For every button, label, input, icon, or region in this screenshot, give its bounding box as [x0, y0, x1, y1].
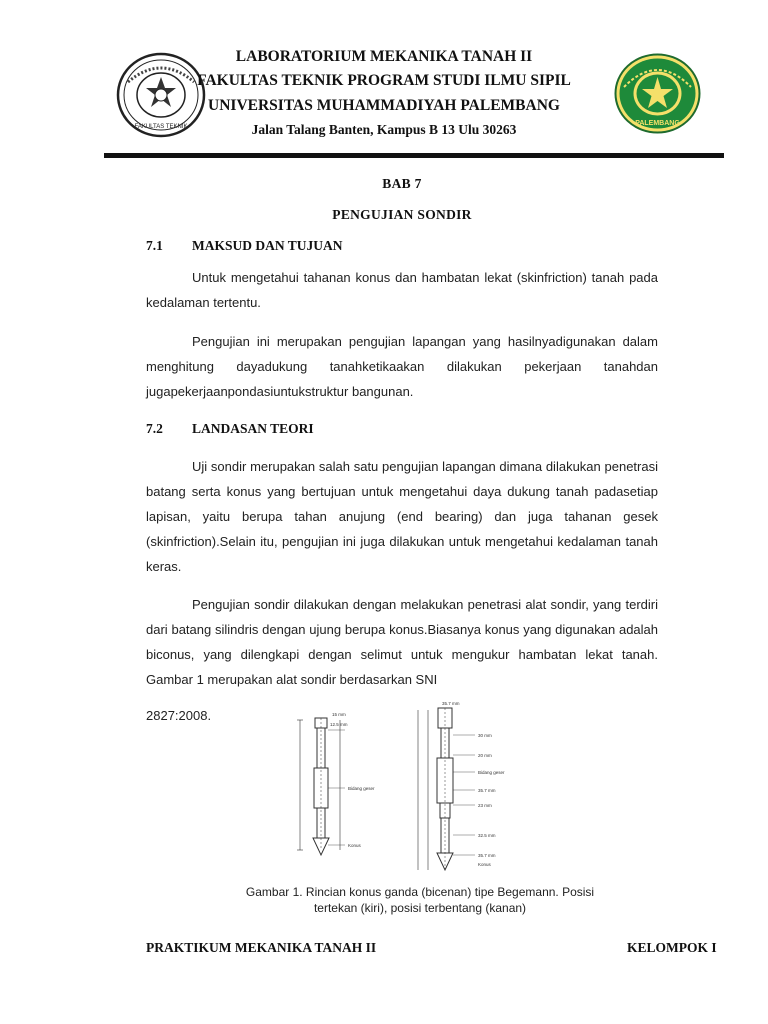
- figure-label: 12.5 mm: [330, 722, 348, 727]
- figure-label: 35.7 mm: [478, 788, 496, 793]
- figure-label: 35.7 mm: [478, 853, 496, 858]
- section-heading-7-2: [146, 421, 314, 437]
- footer-course-name: PRAKTIKUM MEKANIKA TANAH II: [146, 940, 377, 955]
- header-line-laboratory: LABORATORIUM MEKANIKA TANAH II: [235, 48, 533, 65]
- figure-caption-line-1: Gambar 1. Rincian konus ganda (bicenan) tipe Begemann. Posisi: [245, 885, 595, 899]
- paragraph: Untuk mengetahui tahanan konus dan hambatan lekat (skinfriction) tanah pada kedalaman tertentu.: [146, 270, 658, 310]
- header-divider: [104, 153, 724, 158]
- paragraph: Pengujian ini merupakan pengujian lapangan yang hasilnyadigunakan dalam menghitung dayadukung tanahketikaakan dilakukan pekerjaan tanahdan jugapekerjaanpondasiuntukstruktur bangunan.: [146, 334, 658, 399]
- section-title: LANDASAN TEORI: [192, 421, 314, 436]
- chapter-title: PENGUJIAN SONDIR: [332, 207, 472, 222]
- paragraph: Uji sondir merupakan salah satu pengujian lapangan dimana dilakukan penetrasi batang serta konus yang bertujuan untuk mengetahui daya dukung tanah padasetiap lapisan, yaitu berupa tahan anujung (end bearing) dan juga tahanan gesek (skinfriction).Selain itu, pengujian ini juga dilakukan untuk mengetahui kedalaman tanah keras.: [146, 459, 658, 574]
- header-line-faculty: FAKULTAS TEKNIK PROGRAM STUDI ILMU SIPIL: [197, 72, 571, 89]
- figure-caption: [210, 884, 630, 916]
- header-line-university: UNIVERSITAS MUHAMMADIYAH PALEMBANG: [208, 97, 560, 114]
- section-number: 7.1: [146, 238, 163, 253]
- paragraph-continuation: 2827:2008.: [146, 708, 212, 723]
- figure-label: Bidang geser: [478, 770, 505, 775]
- section-heading-7-1: [146, 238, 343, 254]
- cone-compressed-drawing: [297, 718, 345, 855]
- figure-label: 35.7 mm: [442, 701, 460, 706]
- figure-label: 23 mm: [478, 803, 492, 808]
- paragraph: Pengujian sondir dilakukan dengan melakukan penetrasi alat sondir, yang terdiri dari batang silindris dengan ujung berupa konus.Biasanya konus yang digunakan adalah biconus, yang dilengkapi dengan selimut untuk mengukur hambatan lekat tanah. Gambar 1 merupakan alat sondir berdasarkan SNI: [146, 597, 658, 687]
- section-title: MAKSUD DAN TUJUAN: [192, 238, 343, 253]
- figure-label: 20 mm: [478, 753, 492, 758]
- figure-label: 15 mm: [332, 712, 346, 717]
- figure-label: Konus: [478, 862, 491, 867]
- chapter-number: BAB 7: [382, 176, 422, 191]
- figure-label: Bidang geser: [348, 786, 375, 791]
- footer-group-name: KELOMPOK I: [627, 940, 717, 955]
- figure-caption-line-2: tertekan (kiri), posisi terbentang (kanan): [313, 901, 527, 915]
- sondir-cone-figure: [290, 700, 540, 878]
- header-address: Jalan Talang Banten, Kampus B 13 Ulu 30263: [251, 122, 517, 137]
- right-logo-bottom-text: PALEMBANG: [635, 120, 680, 127]
- figure-label: 32.5 mm: [478, 833, 496, 838]
- left-logo-bottom-text: FAKULTAS TEKNIK: [134, 124, 188, 130]
- section-number: 7.2: [146, 421, 163, 436]
- figure-label: 30 mm: [478, 733, 492, 738]
- cone-extended-drawing: [418, 708, 475, 870]
- figure-label: Konus: [348, 843, 361, 848]
